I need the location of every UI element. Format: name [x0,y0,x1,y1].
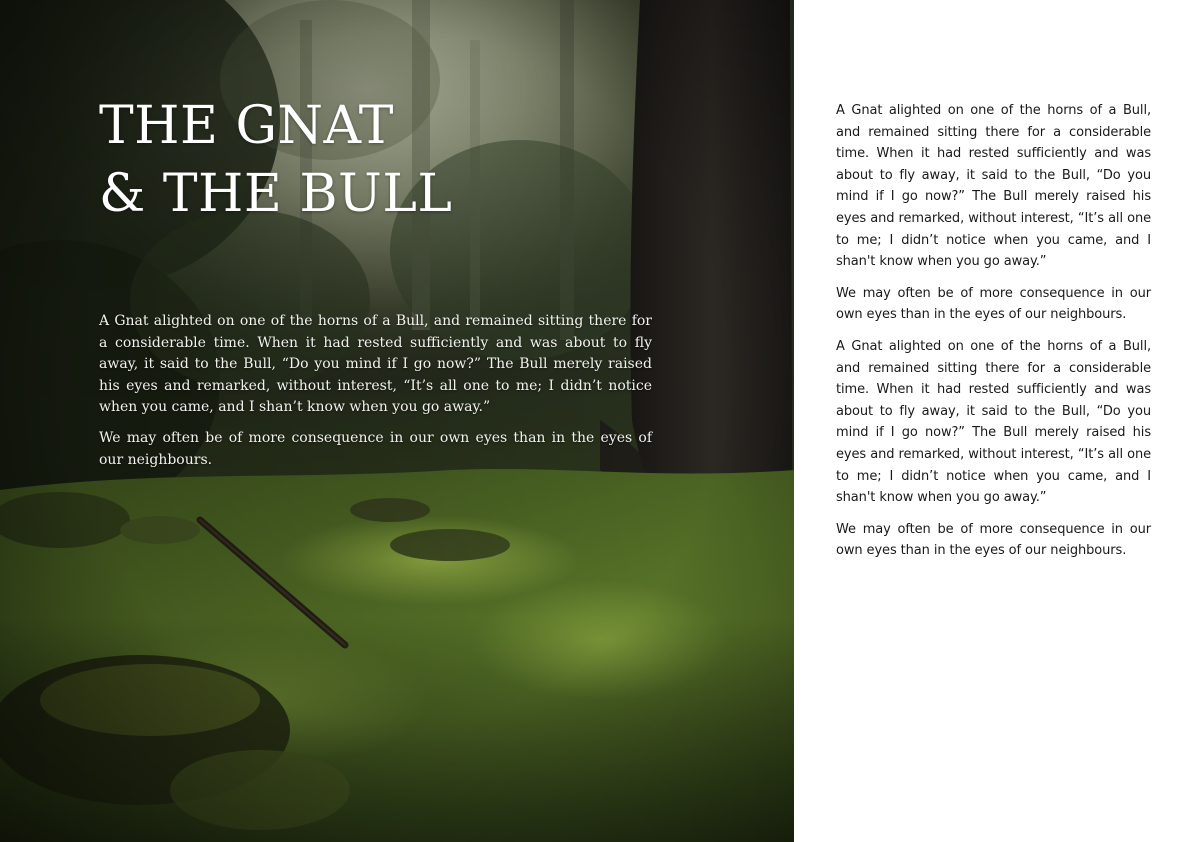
fable-title [99,92,452,228]
moral-paragraph: We may often be of more consequence in our own eyes than in the eyes of our neighbours. [836,285,1151,323]
title-line-2: & THE BULL [99,164,453,224]
moral-paragraph: We may often be of more consequence in our own eyes than in the eyes of our neighbours. [99,429,652,468]
right-page [794,0,1191,842]
fable-paragraph: A Gnat alighted on one of the horns of a Bull, and remained sitting there for a considerable time. When it had rested sufficiently and was about to fly away, it said to the Bull, “Do you mind if I go now?” The Bull merely raised his eyes and remarked, without interest, “It’s all one to me; I didn’t notice when you came, and I shan’t know when you go away.” [99,313,652,416]
fable-paragraph: A Gnat alighted on one of the horns of a Bull, and remained sitting there for a considerable time. When it had rested sufficiently and was about to fly away, it said to the Bull, “Do you mind if I go now?” The Bull merely raised his eyes and remarked, without interest, “It’s all one to me; I didn’t notice when you came, and I shan't know when you go away.” [836,338,1151,506]
title-line-1: THE GNAT [99,96,394,156]
fable-paragraph: A Gnat alighted on one of the horns of a Bull, and remained sitting there for a considerable time. When it had rested sufficiently and was about to fly away, it said to the Bull, “Do you mind if I go now?” The Bull merely raised his eyes and remarked, without interest, “It’s all one to me; I didn’t notice when you came, and I shan't know when you go away.” [836,103,1151,270]
right-body-text [836,100,1151,572]
left-body-text [99,311,652,480]
moral-paragraph: We may often be of more consequence in our own eyes than in the eyes of our neighbours. [836,521,1151,559]
